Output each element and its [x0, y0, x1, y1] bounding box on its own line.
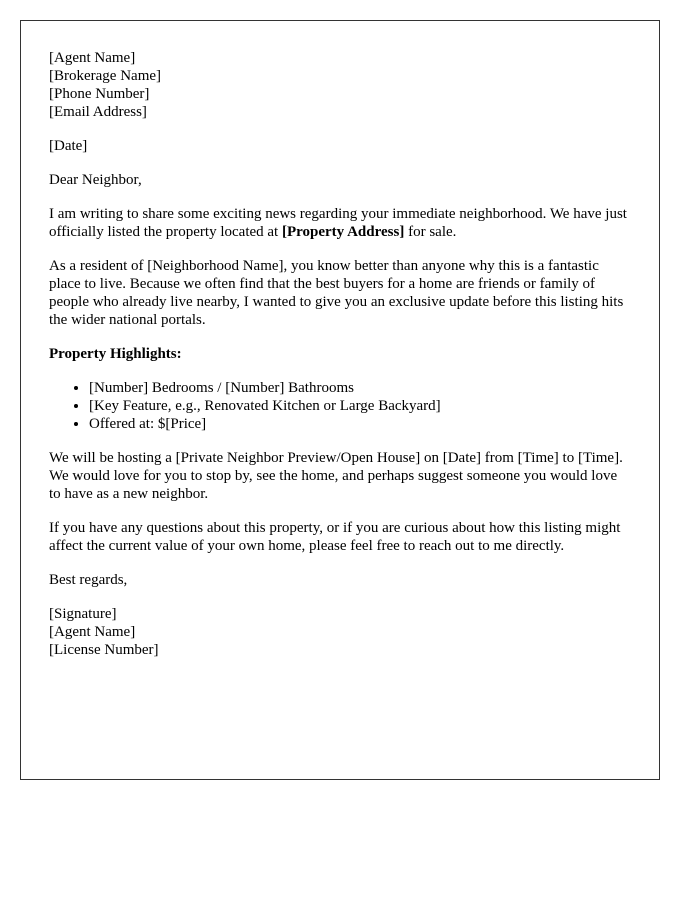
signature-block	[49, 605, 631, 659]
list-item: • [Number] Bedrooms / [Number] Bathrooms	[89, 379, 631, 397]
property-address: [Property Address]	[281, 224, 405, 240]
intro-text-before: I am writing to share some exciting news regarding your immediate neighborhood. We have just officially listed the property located at	[49, 206, 627, 240]
list-item: • Offered at: $[Price]	[89, 415, 631, 433]
sender-email-address: [Email Address]	[49, 104, 147, 120]
open-house-paragraph	[49, 449, 631, 503]
open-house-paragraph-text: We will be hosting a [Private Neighbor Preview/Open House] on [Date] from [Time] to [Time]. We would love for you to stop by, see the home, and perhaps suggest someone you would love to have as a new neighbor.	[49, 450, 623, 502]
list-item: • [Key Feature, e.g., Renovated Kitchen or Large Backyard]	[89, 397, 631, 415]
signature-agent-name: [Agent Name]	[49, 624, 136, 640]
resident-paragraph	[49, 257, 631, 329]
salutation-block	[49, 171, 631, 189]
intro-paragraph	[49, 205, 631, 241]
resident-paragraph-text: As a resident of [Neighborhood Name], you know better than anyone why this is a fantastic place to live. Because we often find that the best buyers for a home are friends or family of people who already live nearby, I wanted to give you an exclusive update before this listing hits the wider national portals.	[49, 258, 624, 328]
highlights-list	[49, 379, 631, 433]
closing-block	[49, 571, 631, 589]
sender-block	[49, 49, 631, 121]
highlights-heading-block	[49, 345, 631, 363]
letter-date: [Date]	[49, 138, 88, 154]
salutation: Dear Neighbor,	[49, 172, 142, 188]
sender-agent-name: [Agent Name]	[49, 50, 136, 66]
date-block	[49, 137, 631, 155]
closing: Best regards,	[49, 572, 128, 588]
questions-paragraph-text: If you have any questions about this property, or if you are curious about how this listing might affect the current value of your own home, please feel free to reach out to me directly.	[49, 520, 621, 554]
highlights-heading: Property Highlights:	[49, 346, 182, 362]
questions-paragraph	[49, 519, 631, 555]
signature-placeholder: [Signature]	[49, 606, 117, 622]
intro-text-after: for sale.	[404, 224, 457, 240]
letter-page	[20, 20, 660, 780]
sender-brokerage-name: [Brokerage Name]	[49, 68, 162, 84]
signature-license-number: [License Number]	[49, 642, 159, 658]
sender-phone-number: [Phone Number]	[49, 86, 150, 102]
